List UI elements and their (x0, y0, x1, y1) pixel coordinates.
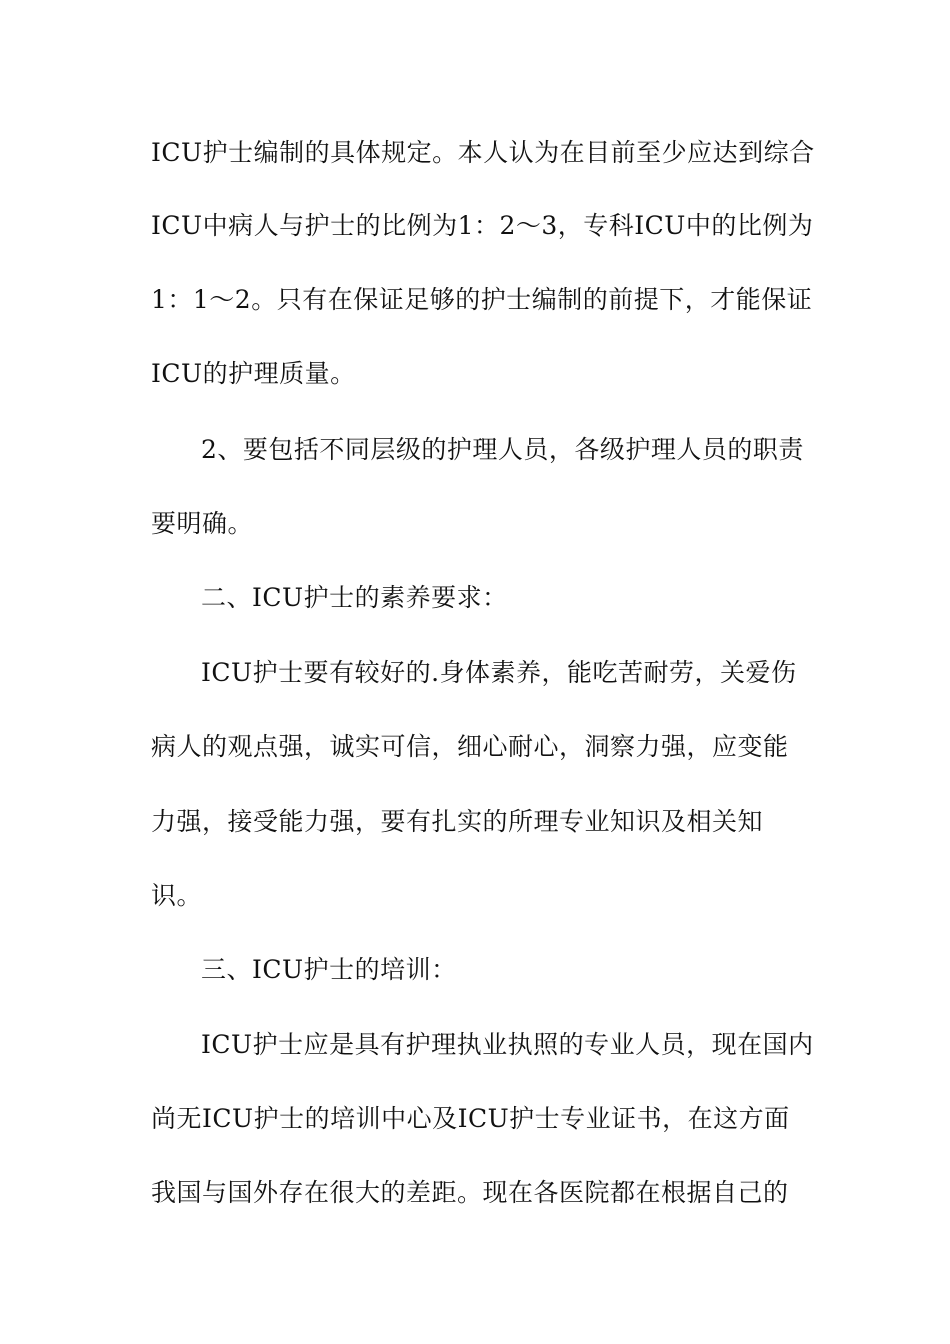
text-line: 2、要包括不同层级的护理人员，各级护理人员的职责 (201, 435, 804, 464)
text-line: 病人的观点强，诚实可信，细心耐心，洞察力强，应变能 (151, 732, 789, 761)
text-line: ICU护士要有较好的.身体素养，能吃苦耐劳，关爱伤 (201, 658, 797, 687)
text-line: 力强，接受能力强，要有扎实的所理专业知识及相关知 (151, 807, 764, 836)
text-line: 尚无ICU护士的培训中心及ICU护士专业证书，在这方面 (151, 1104, 790, 1133)
text-line: ICU中病人与护士的比例为1：2～3，专科ICU中的比例为 (151, 211, 814, 240)
section-heading: 三、ICU护士的培训： (201, 955, 457, 984)
text-line: ICU的护理质量。 (151, 359, 356, 388)
text-line: 要明确。 (151, 509, 254, 538)
section-heading: 二、ICU护士的素养要求： (201, 583, 508, 612)
text-line: 识。 (151, 881, 203, 910)
text-line: 1：1～2。只有在保证足够的护士编制的前提下，才能保证 (151, 285, 813, 314)
text-line: 我国与国外存在很大的差距。现在各医院都在根据自己的 (151, 1178, 789, 1207)
text-line: ICU护士编制的具体规定。本人认为在目前至少应达到综合 (151, 138, 815, 167)
text-line: ICU护士应是具有护理执业执照的专业人员，现在国内 (201, 1030, 814, 1059)
